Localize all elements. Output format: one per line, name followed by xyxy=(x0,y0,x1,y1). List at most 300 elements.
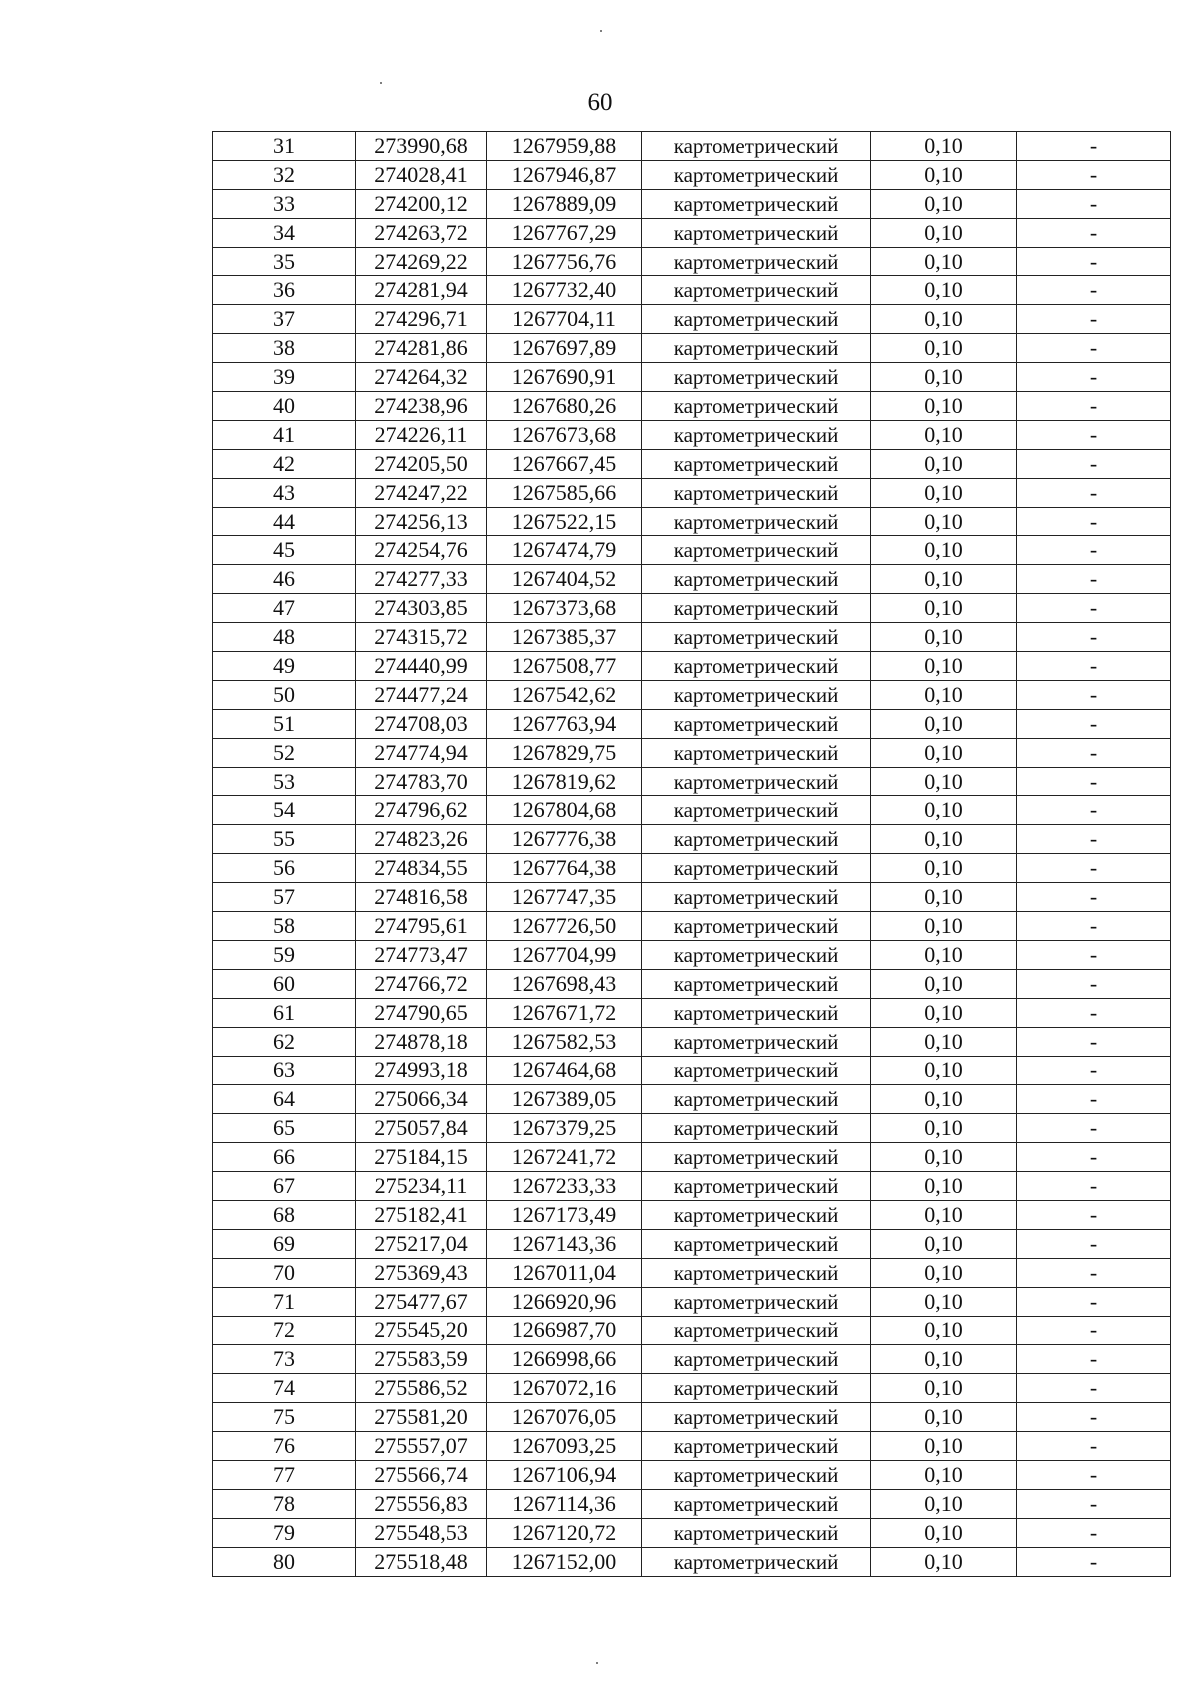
note-cell: - xyxy=(1017,218,1171,247)
table-row xyxy=(213,652,1171,681)
method-cell: картометрический xyxy=(642,1258,871,1287)
error-cell: 0,10 xyxy=(871,565,1017,594)
x-coordinate-cell: 274264,32 xyxy=(356,363,487,392)
x-coordinate-cell: 274256,13 xyxy=(356,507,487,536)
table-row xyxy=(213,478,1171,507)
point-number-cell: 53 xyxy=(213,767,356,796)
y-coordinate-cell: 1267946,87 xyxy=(487,160,642,189)
x-coordinate-cell: 274315,72 xyxy=(356,623,487,652)
x-coordinate-cell: 274238,96 xyxy=(356,392,487,421)
point-number-cell: 54 xyxy=(213,796,356,825)
x-coordinate-cell: 275583,59 xyxy=(356,1345,487,1374)
error-cell: 0,10 xyxy=(871,652,1017,681)
error-cell: 0,10 xyxy=(871,1316,1017,1345)
y-coordinate-cell: 1267704,99 xyxy=(487,940,642,969)
error-cell: 0,10 xyxy=(871,218,1017,247)
y-coordinate-cell: 1267671,72 xyxy=(487,998,642,1027)
scan-speck xyxy=(596,1662,598,1664)
x-coordinate-cell: 274816,58 xyxy=(356,883,487,912)
note-cell: - xyxy=(1017,594,1171,623)
point-number-cell: 37 xyxy=(213,305,356,334)
point-number-cell: 65 xyxy=(213,1114,356,1143)
y-coordinate-cell: 1267704,11 xyxy=(487,305,642,334)
error-cell: 0,10 xyxy=(871,912,1017,941)
error-cell: 0,10 xyxy=(871,1287,1017,1316)
method-cell: картометрический xyxy=(642,940,871,969)
y-coordinate-cell: 1267389,05 xyxy=(487,1085,642,1114)
method-cell: картометрический xyxy=(642,132,871,161)
x-coordinate-cell: 275066,34 xyxy=(356,1085,487,1114)
method-cell: картометрический xyxy=(642,767,871,796)
error-cell: 0,10 xyxy=(871,738,1017,767)
error-cell: 0,10 xyxy=(871,132,1017,161)
x-coordinate-cell: 274795,61 xyxy=(356,912,487,941)
table-row xyxy=(213,767,1171,796)
x-coordinate-cell: 275217,04 xyxy=(356,1229,487,1258)
y-coordinate-cell: 1267763,94 xyxy=(487,709,642,738)
note-cell: - xyxy=(1017,1345,1171,1374)
y-coordinate-cell: 1267233,33 xyxy=(487,1172,642,1201)
x-coordinate-cell: 275518,48 xyxy=(356,1547,487,1576)
note-cell: - xyxy=(1017,709,1171,738)
table-row xyxy=(213,507,1171,536)
point-number-cell: 56 xyxy=(213,854,356,883)
table-row xyxy=(213,420,1171,449)
note-cell: - xyxy=(1017,1432,1171,1461)
x-coordinate-cell: 275586,52 xyxy=(356,1374,487,1403)
table-row xyxy=(213,1345,1171,1374)
error-cell: 0,10 xyxy=(871,536,1017,565)
method-cell: картометрический xyxy=(642,449,871,478)
table-row xyxy=(213,796,1171,825)
point-number-cell: 80 xyxy=(213,1547,356,1576)
table-row xyxy=(213,912,1171,941)
table-row xyxy=(213,247,1171,276)
y-coordinate-cell: 1267379,25 xyxy=(487,1114,642,1143)
error-cell: 0,10 xyxy=(871,767,1017,796)
note-cell: - xyxy=(1017,536,1171,565)
error-cell: 0,10 xyxy=(871,1114,1017,1143)
method-cell: картометрический xyxy=(642,1489,871,1518)
error-cell: 0,10 xyxy=(871,160,1017,189)
point-number-cell: 35 xyxy=(213,247,356,276)
point-number-cell: 64 xyxy=(213,1085,356,1114)
table-row xyxy=(213,1027,1171,1056)
y-coordinate-cell: 1267585,66 xyxy=(487,478,642,507)
method-cell: картометрический xyxy=(642,363,871,392)
method-cell: картометрический xyxy=(642,709,871,738)
method-cell: картометрический xyxy=(642,247,871,276)
error-cell: 0,10 xyxy=(871,1547,1017,1576)
method-cell: картометрический xyxy=(642,1432,871,1461)
y-coordinate-cell: 1267120,72 xyxy=(487,1518,642,1547)
error-cell: 0,10 xyxy=(871,1200,1017,1229)
table-row xyxy=(213,738,1171,767)
point-number-cell: 72 xyxy=(213,1316,356,1345)
method-cell: картометрический xyxy=(642,1027,871,1056)
method-cell: картометрический xyxy=(642,1547,871,1576)
note-cell: - xyxy=(1017,1547,1171,1576)
y-coordinate-cell: 1267732,40 xyxy=(487,276,642,305)
method-cell: картометрический xyxy=(642,305,871,334)
x-coordinate-cell: 274783,70 xyxy=(356,767,487,796)
note-cell: - xyxy=(1017,854,1171,883)
method-cell: картометрический xyxy=(642,1172,871,1201)
point-number-cell: 51 xyxy=(213,709,356,738)
point-number-cell: 43 xyxy=(213,478,356,507)
x-coordinate-cell: 274773,47 xyxy=(356,940,487,969)
method-cell: картометрический xyxy=(642,825,871,854)
table-row xyxy=(213,1200,1171,1229)
x-coordinate-cell: 275556,83 xyxy=(356,1489,487,1518)
point-number-cell: 62 xyxy=(213,1027,356,1056)
point-number-cell: 36 xyxy=(213,276,356,305)
y-coordinate-cell: 1267756,76 xyxy=(487,247,642,276)
y-coordinate-cell: 1267508,77 xyxy=(487,652,642,681)
error-cell: 0,10 xyxy=(871,1432,1017,1461)
point-number-cell: 68 xyxy=(213,1200,356,1229)
table-row xyxy=(213,1460,1171,1489)
error-cell: 0,10 xyxy=(871,998,1017,1027)
error-cell: 0,10 xyxy=(871,1460,1017,1489)
point-number-cell: 38 xyxy=(213,334,356,363)
error-cell: 0,10 xyxy=(871,305,1017,334)
note-cell: - xyxy=(1017,1518,1171,1547)
method-cell: картометрический xyxy=(642,1200,871,1229)
point-number-cell: 76 xyxy=(213,1432,356,1461)
point-number-cell: 34 xyxy=(213,218,356,247)
y-coordinate-cell: 1267726,50 xyxy=(487,912,642,941)
point-number-cell: 77 xyxy=(213,1460,356,1489)
point-number-cell: 60 xyxy=(213,969,356,998)
y-coordinate-cell: 1267698,43 xyxy=(487,969,642,998)
x-coordinate-cell: 274774,94 xyxy=(356,738,487,767)
method-cell: картометрический xyxy=(642,1374,871,1403)
table-row xyxy=(213,1056,1171,1085)
table-row xyxy=(213,1229,1171,1258)
note-cell: - xyxy=(1017,623,1171,652)
y-coordinate-cell: 1267143,36 xyxy=(487,1229,642,1258)
error-cell: 0,10 xyxy=(871,969,1017,998)
x-coordinate-cell: 274277,33 xyxy=(356,565,487,594)
error-cell: 0,10 xyxy=(871,854,1017,883)
table-row xyxy=(213,854,1171,883)
table-row xyxy=(213,940,1171,969)
method-cell: картометрический xyxy=(642,507,871,536)
method-cell: картометрический xyxy=(642,680,871,709)
y-coordinate-cell: 1267152,00 xyxy=(487,1547,642,1576)
y-coordinate-cell: 1267474,79 xyxy=(487,536,642,565)
point-number-cell: 61 xyxy=(213,998,356,1027)
method-cell: картометрический xyxy=(642,1316,871,1345)
x-coordinate-cell: 273990,68 xyxy=(356,132,487,161)
note-cell: - xyxy=(1017,1229,1171,1258)
point-number-cell: 47 xyxy=(213,594,356,623)
method-cell: картометрический xyxy=(642,1518,871,1547)
table-row xyxy=(213,1258,1171,1287)
y-coordinate-cell: 1267582,53 xyxy=(487,1027,642,1056)
y-coordinate-cell: 1267767,29 xyxy=(487,218,642,247)
x-coordinate-cell: 275234,11 xyxy=(356,1172,487,1201)
point-number-cell: 69 xyxy=(213,1229,356,1258)
error-cell: 0,10 xyxy=(871,1374,1017,1403)
method-cell: картометрический xyxy=(642,1287,871,1316)
table-row xyxy=(213,825,1171,854)
table-row xyxy=(213,1172,1171,1201)
note-cell: - xyxy=(1017,825,1171,854)
method-cell: картометрический xyxy=(642,1085,871,1114)
error-cell: 0,10 xyxy=(871,1027,1017,1056)
point-number-cell: 74 xyxy=(213,1374,356,1403)
table-row xyxy=(213,449,1171,478)
method-cell: картометрический xyxy=(642,1403,871,1432)
table-row xyxy=(213,1403,1171,1432)
point-number-cell: 70 xyxy=(213,1258,356,1287)
y-coordinate-cell: 1267747,35 xyxy=(487,883,642,912)
x-coordinate-cell: 275182,41 xyxy=(356,1200,487,1229)
y-coordinate-cell: 1267889,09 xyxy=(487,189,642,218)
point-number-cell: 55 xyxy=(213,825,356,854)
table-row xyxy=(213,392,1171,421)
coordinates-table-body xyxy=(213,132,1171,1577)
y-coordinate-cell: 1267173,49 xyxy=(487,1200,642,1229)
x-coordinate-cell: 274254,76 xyxy=(356,536,487,565)
y-coordinate-cell: 1267093,25 xyxy=(487,1432,642,1461)
x-coordinate-cell: 274269,22 xyxy=(356,247,487,276)
point-number-cell: 78 xyxy=(213,1489,356,1518)
table-row xyxy=(213,536,1171,565)
method-cell: картометрический xyxy=(642,652,871,681)
table-row xyxy=(213,1374,1171,1403)
y-coordinate-cell: 1267667,45 xyxy=(487,449,642,478)
error-cell: 0,10 xyxy=(871,363,1017,392)
point-number-cell: 40 xyxy=(213,392,356,421)
point-number-cell: 45 xyxy=(213,536,356,565)
point-number-cell: 67 xyxy=(213,1172,356,1201)
error-cell: 0,10 xyxy=(871,276,1017,305)
y-coordinate-cell: 1267697,89 xyxy=(487,334,642,363)
error-cell: 0,10 xyxy=(871,940,1017,969)
table-row xyxy=(213,565,1171,594)
note-cell: - xyxy=(1017,912,1171,941)
method-cell: картометрический xyxy=(642,623,871,652)
table-row xyxy=(213,305,1171,334)
point-number-cell: 79 xyxy=(213,1518,356,1547)
note-cell: - xyxy=(1017,565,1171,594)
y-coordinate-cell: 1267680,26 xyxy=(487,392,642,421)
x-coordinate-cell: 275566,74 xyxy=(356,1460,487,1489)
error-cell: 0,10 xyxy=(871,1143,1017,1172)
point-number-cell: 33 xyxy=(213,189,356,218)
point-number-cell: 32 xyxy=(213,160,356,189)
method-cell: картометрический xyxy=(642,334,871,363)
method-cell: картометрический xyxy=(642,594,871,623)
x-coordinate-cell: 274834,55 xyxy=(356,854,487,883)
note-cell: - xyxy=(1017,1403,1171,1432)
method-cell: картометрический xyxy=(642,478,871,507)
point-number-cell: 63 xyxy=(213,1056,356,1085)
error-cell: 0,10 xyxy=(871,680,1017,709)
x-coordinate-cell: 275184,15 xyxy=(356,1143,487,1172)
x-coordinate-cell: 274790,65 xyxy=(356,998,487,1027)
method-cell: картометрический xyxy=(642,392,871,421)
method-cell: картометрический xyxy=(642,796,871,825)
method-cell: картометрический xyxy=(642,218,871,247)
method-cell: картометрический xyxy=(642,969,871,998)
x-coordinate-cell: 274796,62 xyxy=(356,796,487,825)
note-cell: - xyxy=(1017,680,1171,709)
method-cell: картометрический xyxy=(642,1114,871,1143)
table-row xyxy=(213,1316,1171,1345)
y-coordinate-cell: 1267385,37 xyxy=(487,623,642,652)
error-cell: 0,10 xyxy=(871,189,1017,218)
x-coordinate-cell: 274477,24 xyxy=(356,680,487,709)
note-cell: - xyxy=(1017,1027,1171,1056)
note-cell: - xyxy=(1017,1056,1171,1085)
x-coordinate-cell: 275581,20 xyxy=(356,1403,487,1432)
scan-speck xyxy=(380,82,382,84)
error-cell: 0,10 xyxy=(871,507,1017,536)
error-cell: 0,10 xyxy=(871,478,1017,507)
note-cell: - xyxy=(1017,449,1171,478)
table-row xyxy=(213,1489,1171,1518)
error-cell: 0,10 xyxy=(871,1172,1017,1201)
table-row xyxy=(213,1547,1171,1576)
point-number-cell: 39 xyxy=(213,363,356,392)
method-cell: картометрический xyxy=(642,565,871,594)
x-coordinate-cell: 274708,03 xyxy=(356,709,487,738)
table-row xyxy=(213,276,1171,305)
x-coordinate-cell: 275369,43 xyxy=(356,1258,487,1287)
error-cell: 0,10 xyxy=(871,420,1017,449)
table-row xyxy=(213,334,1171,363)
method-cell: картометрический xyxy=(642,189,871,218)
error-cell: 0,10 xyxy=(871,1085,1017,1114)
note-cell: - xyxy=(1017,1460,1171,1489)
method-cell: картометрический xyxy=(642,1056,871,1085)
method-cell: картометрический xyxy=(642,738,871,767)
method-cell: картометрический xyxy=(642,276,871,305)
point-number-cell: 73 xyxy=(213,1345,356,1374)
note-cell: - xyxy=(1017,1374,1171,1403)
error-cell: 0,10 xyxy=(871,1518,1017,1547)
y-coordinate-cell: 1267819,62 xyxy=(487,767,642,796)
x-coordinate-cell: 274200,12 xyxy=(356,189,487,218)
error-cell: 0,10 xyxy=(871,247,1017,276)
point-number-cell: 48 xyxy=(213,623,356,652)
error-cell: 0,10 xyxy=(871,392,1017,421)
note-cell: - xyxy=(1017,420,1171,449)
note-cell: - xyxy=(1017,1489,1171,1518)
note-cell: - xyxy=(1017,507,1171,536)
note-cell: - xyxy=(1017,652,1171,681)
point-number-cell: 59 xyxy=(213,940,356,969)
point-number-cell: 57 xyxy=(213,883,356,912)
method-cell: картометрический xyxy=(642,1460,871,1489)
note-cell: - xyxy=(1017,1287,1171,1316)
x-coordinate-cell: 275477,67 xyxy=(356,1287,487,1316)
x-coordinate-cell: 274993,18 xyxy=(356,1056,487,1085)
error-cell: 0,10 xyxy=(871,1229,1017,1258)
table-row xyxy=(213,363,1171,392)
error-cell: 0,10 xyxy=(871,1489,1017,1518)
note-cell: - xyxy=(1017,247,1171,276)
table-row xyxy=(213,969,1171,998)
table-row xyxy=(213,1287,1171,1316)
y-coordinate-cell: 1267959,88 xyxy=(487,132,642,161)
x-coordinate-cell: 274878,18 xyxy=(356,1027,487,1056)
note-cell: - xyxy=(1017,1085,1171,1114)
error-cell: 0,10 xyxy=(871,825,1017,854)
error-cell: 0,10 xyxy=(871,1345,1017,1374)
error-cell: 0,10 xyxy=(871,883,1017,912)
y-coordinate-cell: 1267776,38 xyxy=(487,825,642,854)
y-coordinate-cell: 1267464,68 xyxy=(487,1056,642,1085)
error-cell: 0,10 xyxy=(871,1056,1017,1085)
page-number: 60 xyxy=(587,89,613,116)
point-number-cell: 50 xyxy=(213,680,356,709)
method-cell: картометрический xyxy=(642,998,871,1027)
table-row xyxy=(213,623,1171,652)
y-coordinate-cell: 1267072,16 xyxy=(487,1374,642,1403)
note-cell: - xyxy=(1017,883,1171,912)
y-coordinate-cell: 1267114,36 xyxy=(487,1489,642,1518)
point-number-cell: 41 xyxy=(213,420,356,449)
x-coordinate-cell: 274303,85 xyxy=(356,594,487,623)
table-row xyxy=(213,132,1171,161)
x-coordinate-cell: 274263,72 xyxy=(356,218,487,247)
x-coordinate-cell: 275557,07 xyxy=(356,1432,487,1461)
note-cell: - xyxy=(1017,940,1171,969)
note-cell: - xyxy=(1017,1200,1171,1229)
x-coordinate-cell: 274440,99 xyxy=(356,652,487,681)
method-cell: картометрический xyxy=(642,1229,871,1258)
note-cell: - xyxy=(1017,334,1171,363)
table-row xyxy=(213,189,1171,218)
note-cell: - xyxy=(1017,767,1171,796)
y-coordinate-cell: 1267011,04 xyxy=(487,1258,642,1287)
method-cell: картометрический xyxy=(642,1143,871,1172)
x-coordinate-cell: 274296,71 xyxy=(356,305,487,334)
y-coordinate-cell: 1266998,66 xyxy=(487,1345,642,1374)
point-number-cell: 58 xyxy=(213,912,356,941)
table-row xyxy=(213,1085,1171,1114)
note-cell: - xyxy=(1017,1172,1171,1201)
method-cell: картометрический xyxy=(642,883,871,912)
point-number-cell: 66 xyxy=(213,1143,356,1172)
note-cell: - xyxy=(1017,363,1171,392)
note-cell: - xyxy=(1017,969,1171,998)
point-number-cell: 31 xyxy=(213,132,356,161)
y-coordinate-cell: 1267804,68 xyxy=(487,796,642,825)
y-coordinate-cell: 1267673,68 xyxy=(487,420,642,449)
method-cell: картометрический xyxy=(642,912,871,941)
point-number-cell: 42 xyxy=(213,449,356,478)
x-coordinate-cell: 275548,53 xyxy=(356,1518,487,1547)
error-cell: 0,10 xyxy=(871,796,1017,825)
error-cell: 0,10 xyxy=(871,623,1017,652)
y-coordinate-cell: 1267522,15 xyxy=(487,507,642,536)
point-number-cell: 75 xyxy=(213,1403,356,1432)
table-row xyxy=(213,594,1171,623)
method-cell: картометрический xyxy=(642,536,871,565)
coordinates-table xyxy=(212,131,1171,1577)
note-cell: - xyxy=(1017,132,1171,161)
error-cell: 0,10 xyxy=(871,449,1017,478)
x-coordinate-cell: 275545,20 xyxy=(356,1316,487,1345)
table-row xyxy=(213,709,1171,738)
table-row xyxy=(213,998,1171,1027)
